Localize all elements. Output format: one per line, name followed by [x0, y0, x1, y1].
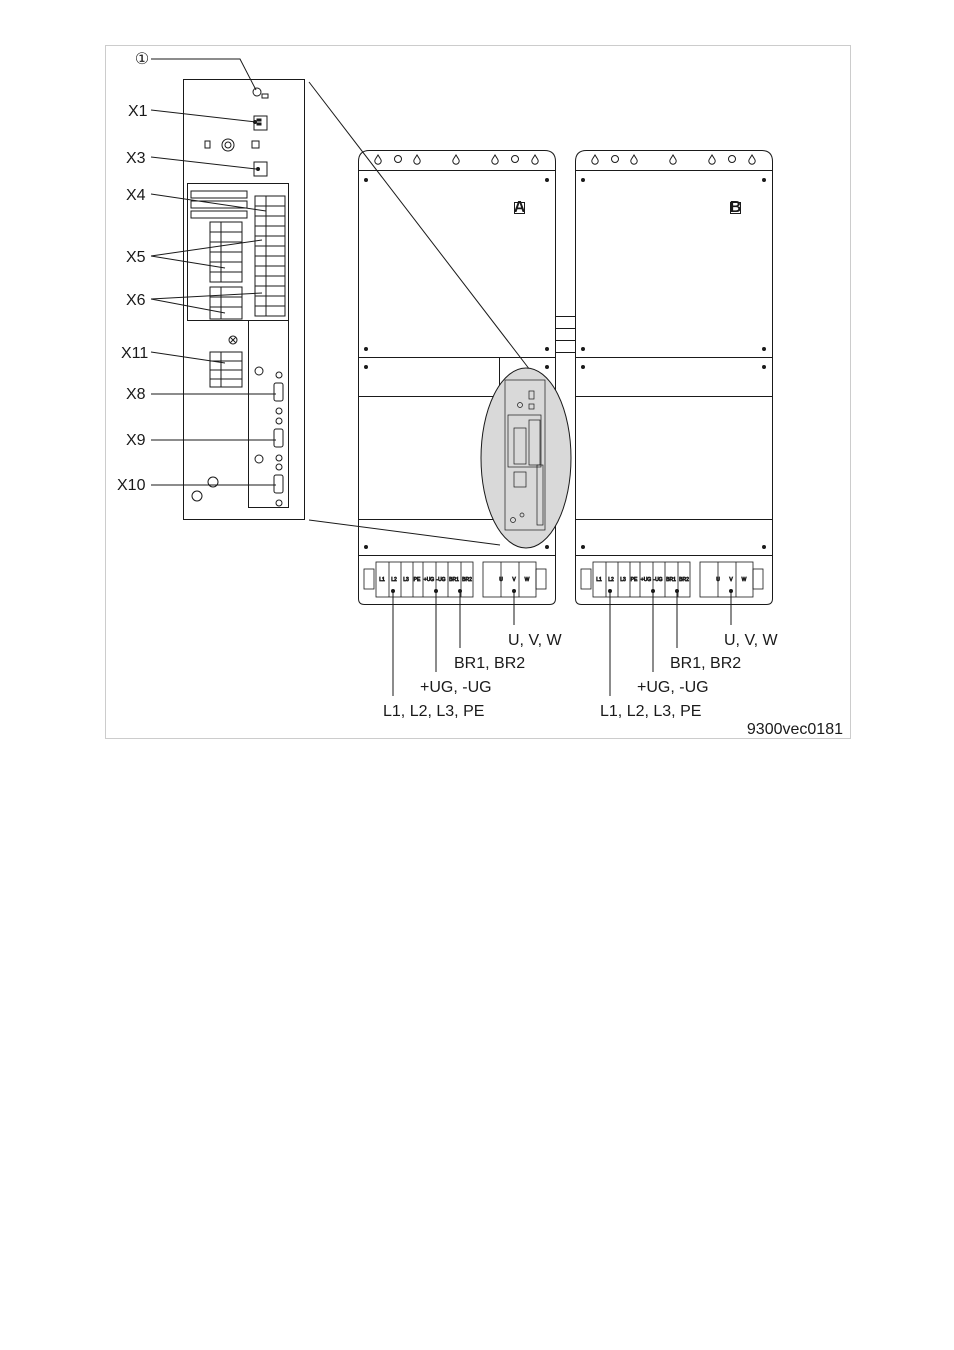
strip-end-block: [536, 569, 546, 589]
label-x9: X9: [126, 432, 146, 449]
strip-end-block: [364, 569, 374, 589]
terminal-strip-unit-a: [364, 562, 546, 597]
screw: [364, 347, 368, 351]
label-x6: X6: [126, 292, 146, 309]
terminal-label: +UG: [423, 577, 435, 583]
label-x8: X8: [126, 386, 146, 403]
callout-b-dcbus: +UG, -UG: [637, 679, 709, 696]
terminal-label: L2: [391, 577, 397, 583]
screw: [545, 178, 549, 182]
keyhole: [592, 155, 598, 164]
screw: [762, 545, 766, 549]
mounting-hole: [512, 156, 519, 163]
reference-code: 9300vec0181: [746, 721, 843, 738]
keyhole: [492, 155, 498, 164]
terminal-label: -UG: [653, 577, 663, 583]
keyhole: [532, 155, 538, 164]
strip-end-block: [581, 569, 591, 589]
screw: [545, 545, 549, 549]
keyhole: [414, 155, 420, 164]
label-x11: X11: [121, 345, 149, 362]
callout-a-dcbus: +UG, -UG: [420, 679, 492, 696]
keyhole: [375, 155, 381, 164]
terminal-label: BR1: [666, 577, 676, 583]
terminal-label: L1: [379, 577, 385, 583]
mounting-hole: [612, 156, 619, 163]
screw: [581, 347, 585, 351]
terminal-label: -UG: [436, 577, 446, 583]
terminal-label: +UG: [640, 577, 652, 583]
callout-a-brake: BR1, BR2: [454, 655, 526, 672]
terminal-label: BR2: [679, 577, 689, 583]
right-terminal-column: [255, 196, 285, 316]
terminal-label: BR1: [449, 577, 459, 583]
screw: [545, 365, 549, 369]
mounting-keyholes: [375, 155, 755, 164]
terminal-label: L2: [608, 577, 614, 583]
terminal-label: BR2: [462, 577, 472, 583]
callout-a-mains: L1, L2, L3, PE: [383, 703, 485, 720]
callout-a-motor: U, V, W: [508, 632, 562, 649]
screw: [581, 178, 585, 182]
terminal-strips: [364, 562, 763, 597]
terminal-label: W: [524, 577, 530, 583]
screw: [364, 178, 368, 182]
screw: [581, 545, 585, 549]
mounting-hole: [395, 156, 402, 163]
keyhole: [453, 155, 459, 164]
unit-b-label: B: [729, 199, 742, 216]
label-x3: X3: [126, 150, 146, 167]
panel-leader-lines: [151, 59, 530, 545]
keyhole: [709, 155, 715, 164]
detail-panel: [184, 80, 305, 520]
label-x10: X10: [117, 477, 146, 494]
marker-1-label: ①: [134, 51, 150, 68]
keyhole: [670, 155, 676, 164]
terminal-label: U: [499, 577, 503, 583]
label-x5: X5: [126, 249, 146, 266]
terminal-strip-unit-b: [581, 562, 763, 597]
label-x1: X1: [128, 103, 148, 120]
callout-b-brake: BR1, BR2: [670, 655, 742, 672]
left-terminal-column: [210, 222, 242, 319]
screw: [762, 347, 766, 351]
terminal-label: L3: [403, 577, 409, 583]
screw: [581, 365, 585, 369]
callout-b-motor: U, V, W: [724, 632, 778, 649]
terminal-label: V: [729, 577, 733, 583]
keyhole: [749, 155, 755, 164]
panel-labels: [117, 51, 149, 494]
terminal-label: L1: [596, 577, 602, 583]
screw: [762, 178, 766, 182]
unit-b: [556, 151, 773, 605]
screw: [364, 545, 368, 549]
unit-a-label: A: [513, 199, 526, 216]
keyhole: [631, 155, 637, 164]
screw: [545, 347, 549, 351]
label-x4: X4: [126, 187, 146, 204]
control-module-highlight: [481, 368, 571, 548]
terminal-label: U: [716, 577, 720, 583]
callout-b-mains: L1, L2, L3, PE: [600, 703, 702, 720]
terminal-label: V: [512, 577, 516, 583]
mounting-hole: [729, 156, 736, 163]
terminal-label: PE: [630, 577, 638, 583]
screw: [762, 365, 766, 369]
terminal-label: PE: [413, 577, 421, 583]
terminal-label: L3: [620, 577, 626, 583]
terminal-label: W: [741, 577, 747, 583]
screw: [364, 365, 368, 369]
strip-end-block: [753, 569, 763, 589]
